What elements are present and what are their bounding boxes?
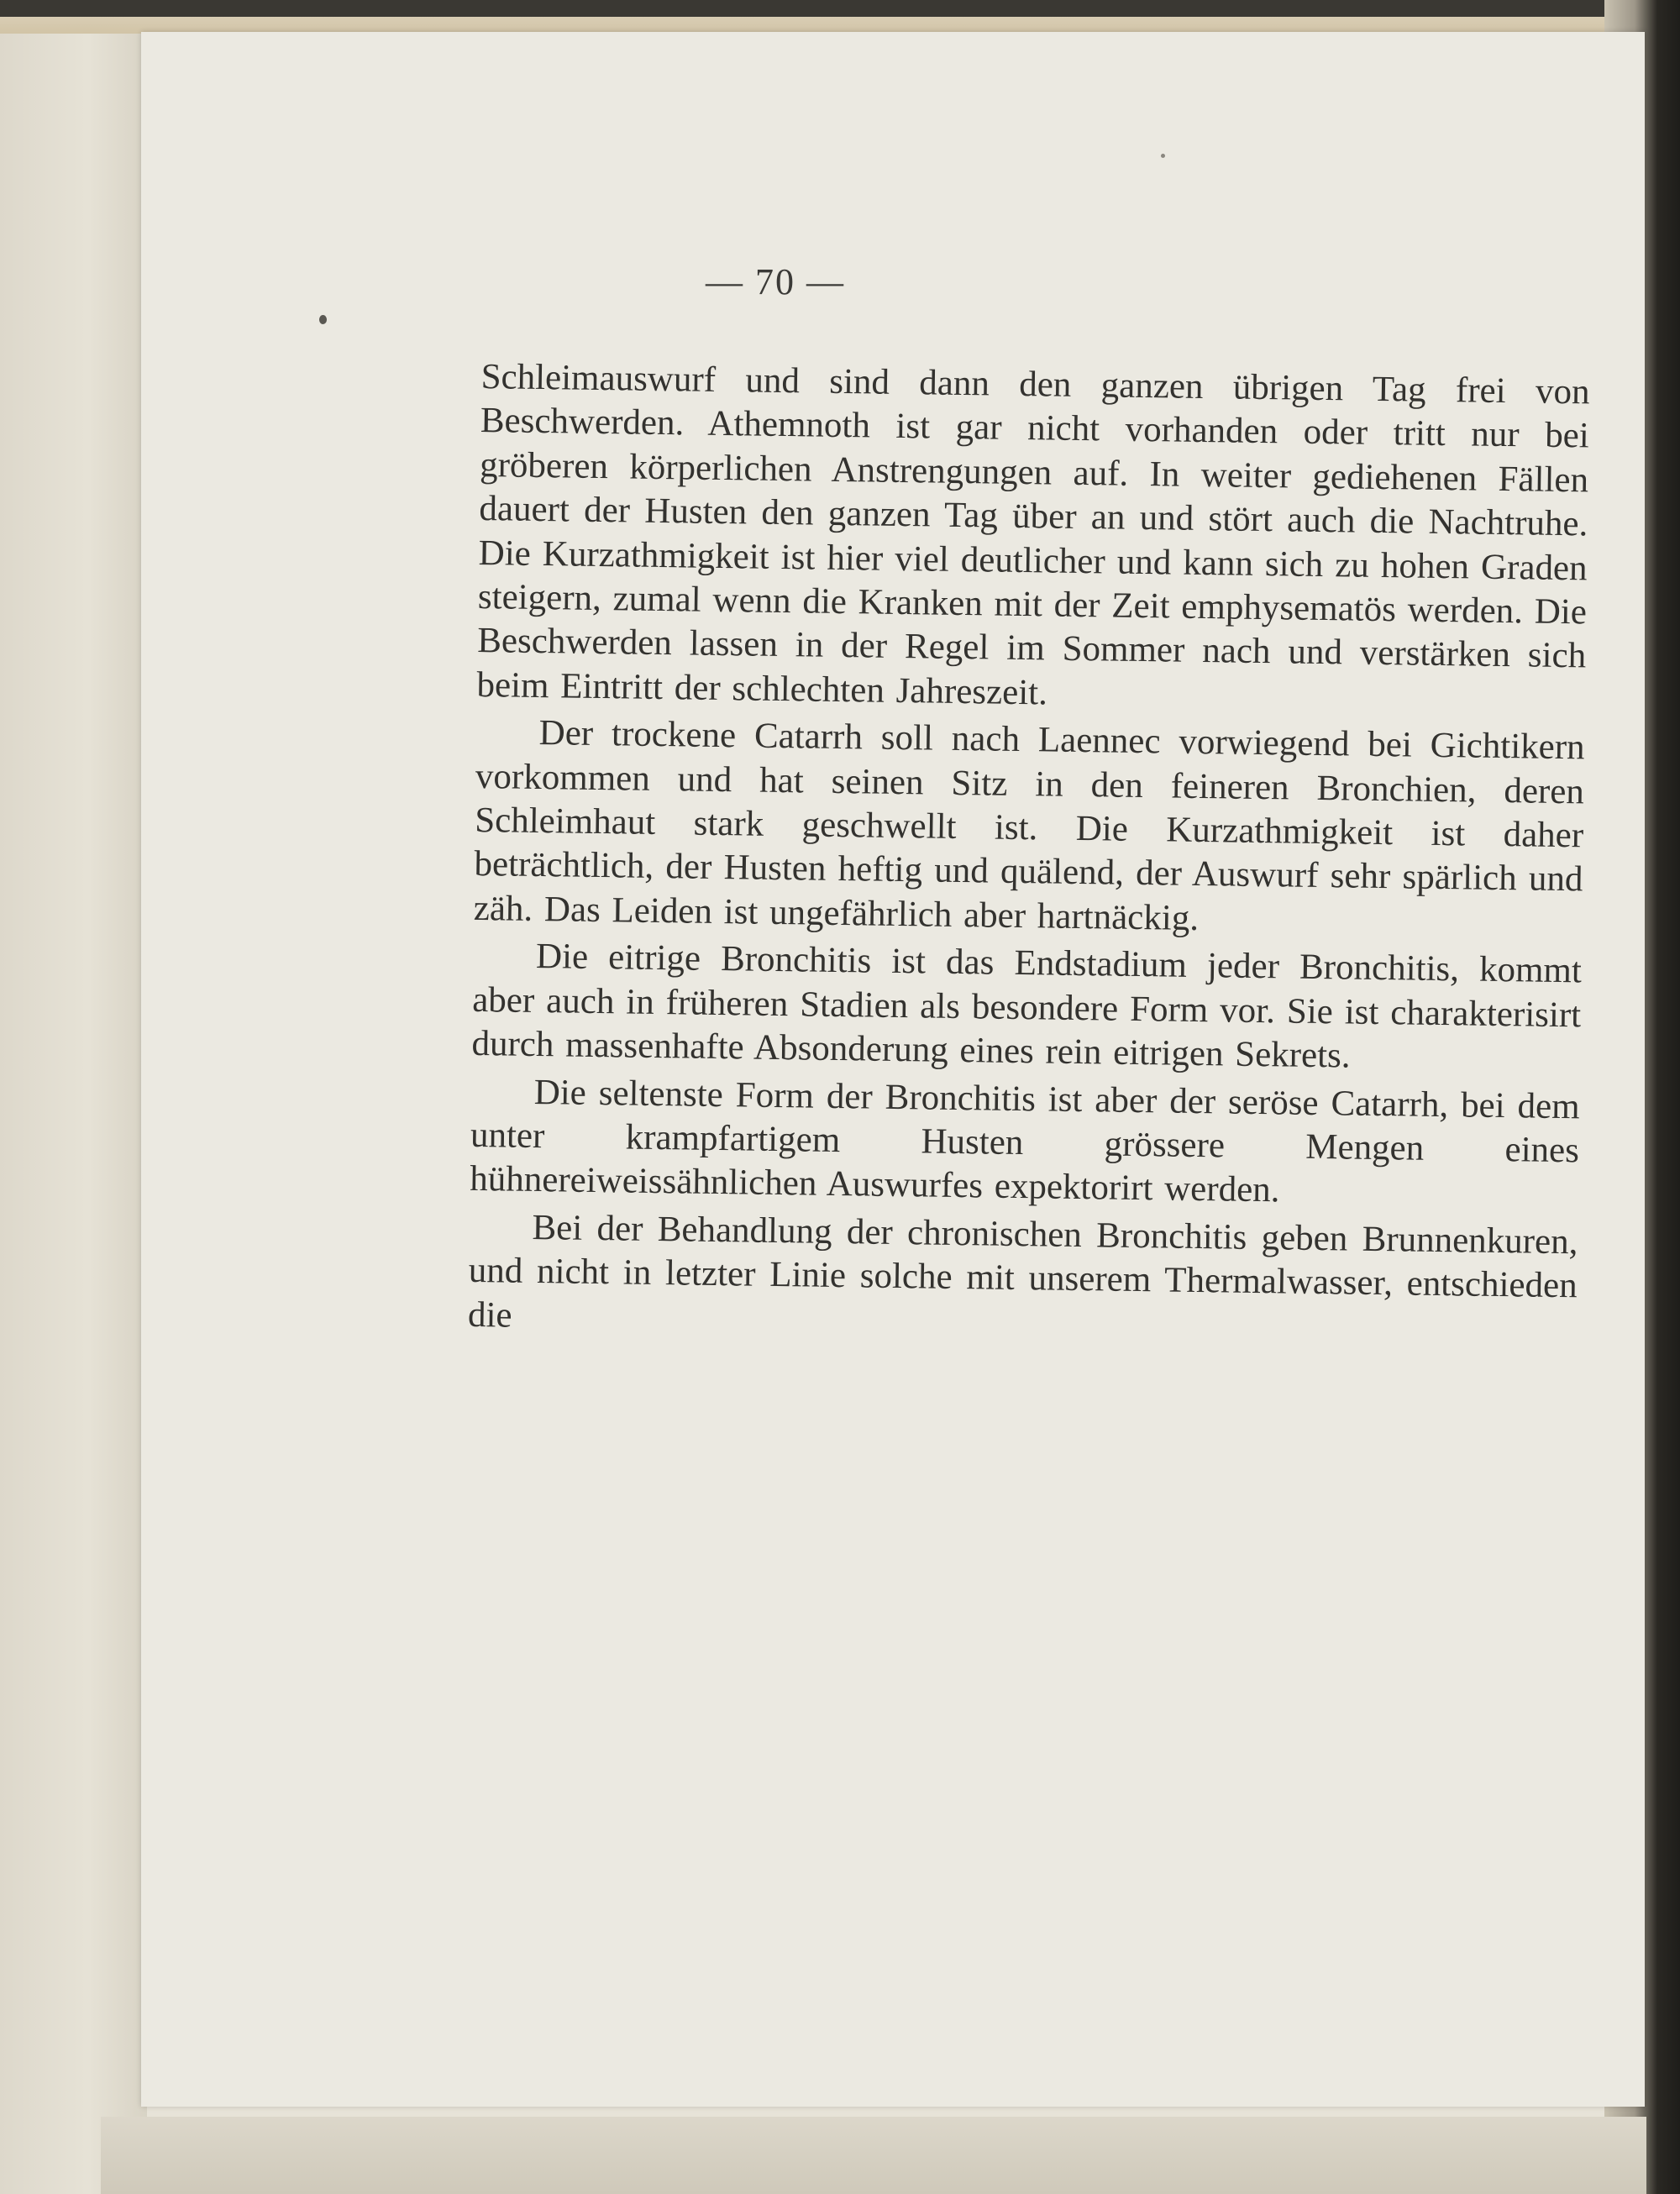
paper-speck [1161, 154, 1165, 158]
page-edge-left [0, 34, 147, 2194]
paragraph-2: Der trockene Catarrh soll nach Laennec vorwiegend bei Gichtikern vorkommen und hat seinen Sitz in den feineren Bronchien, deren Schleimhaut stark geschwellt ist. Die Kurzathmigkeit ist daher beträchtlich, der Husten heftig und quälend, der Auswurf sehr spärlich und zäh. Das Leiden ist ungefährlich aber hartnäckig. [473, 713, 1585, 938]
paper-speck [319, 315, 327, 324]
body-text [468, 355, 1590, 1352]
paragraph-1: Schleimauswurf und sind dann den ganzen übrigen Tag frei von Beschwerden. Athemnoth ist gar nicht vorhanden oder tritt nur bei gröberen körperlichen Anstrengungen auf. In weiter gediehenen Fällen dauert der Husten den ganzen Tag über an und stört auch die Nachtruhe. Die Kurzathmigkeit ist hier viel deutlicher und kann sich zu hohen Graden steigern, zumal wenn die Kranken mit der Zeit emphysematös werden. Die Beschwerden lassen in der Regel im Sommer nach und verstärken sich beim Eintritt der schlechten Jahreszeit. [476, 356, 1590, 713]
page-number: — 70 — [706, 261, 845, 302]
paragraph-5: Bei der Behandlung der chronischen Bronchitis geben Brunnenkuren, und nicht in letzter Linie solche mit unserem Thermalwasser, entschieden die [467, 1207, 1578, 1336]
book-page [141, 32, 1645, 2107]
page-edge-bottom [101, 2117, 1646, 2194]
paragraph-3: Die eitrige Bronchitis ist das Endstadium jeder Bronchitis, kommt aber auch in früheren Stadien als besondere Form vor. Sie ist charakterisirt durch massenhafte Absonderung eines rein eitrigen Sekrets. [471, 937, 1583, 1076]
paragraph-4: Die seltenste Form der Bronchitis ist aber der seröse Catarrh, bei dem unter krampfartigem Husten grössere Mengen eines hühnereiweissähnlichen Auswurfes expektorirt werden. [469, 1072, 1580, 1210]
